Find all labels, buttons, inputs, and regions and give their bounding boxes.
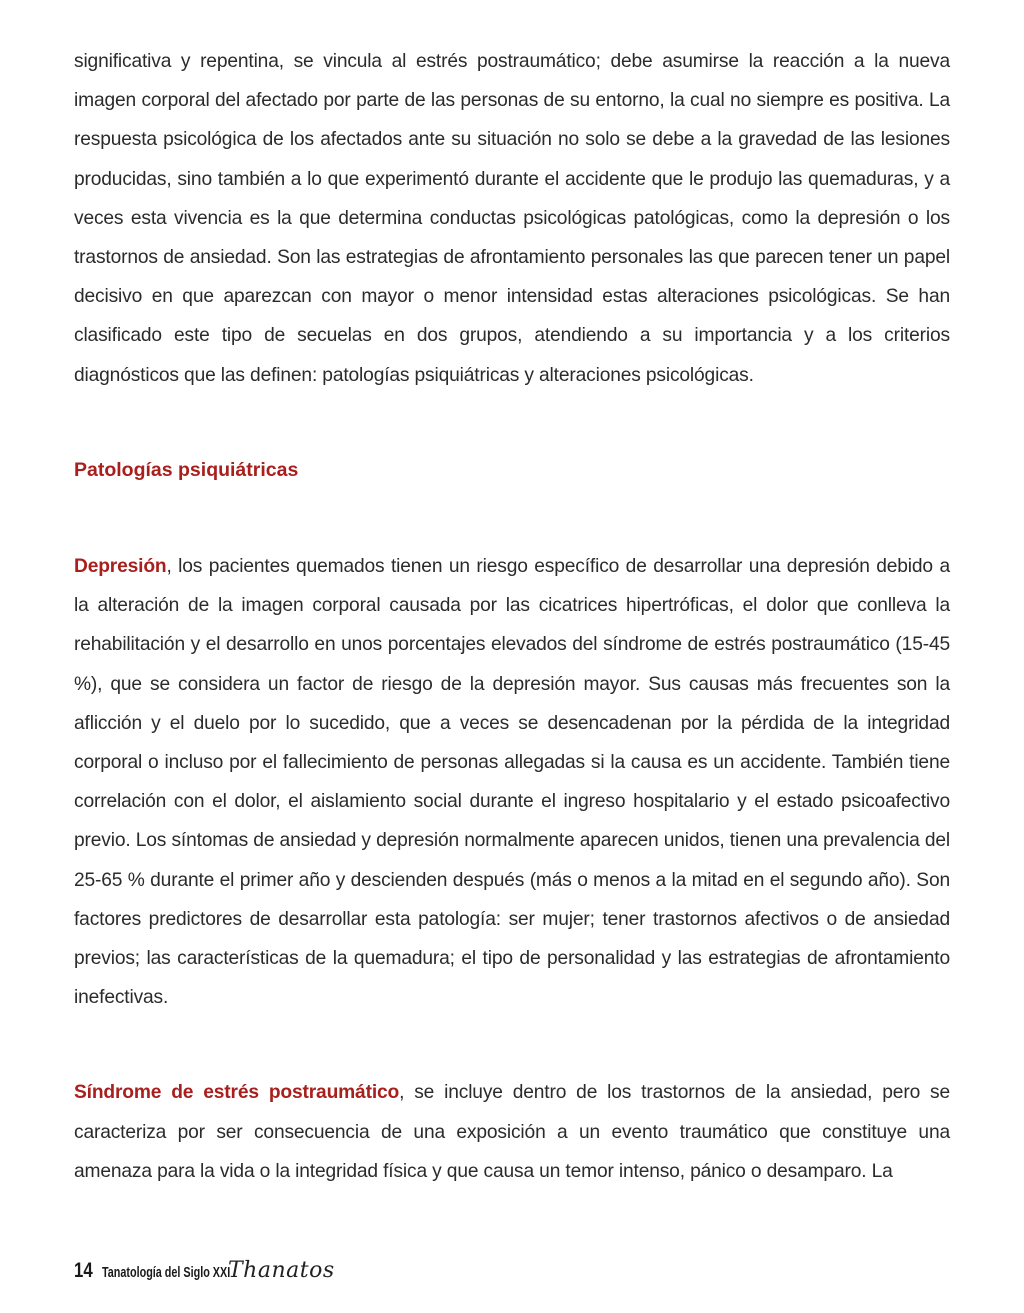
depression-paragraph (74, 547, 950, 1017)
depression-term: Depresión (74, 556, 167, 578)
depression-text: , los pacientes quemados tienen un riesgo específico de desarrollar una depresión debido a la alteración de la imagen corporal causada por las cicatrices hipertróficas, el dolor que conlleva la rehabilitación y el desarrollo en unos porcentajes elevados del síndrome de estrés postraumático (15-45 %), que se considera un factor de riesgo de la depresión mayor. Sus causas más frecuentes son la aflicción y el duelo por lo sucedido, que a veces se desencadenan por la pérdida de la integridad corporal o incluso por el fallecimiento de personas allegadas si la causa es un accidente. También tiene correlación con el dolor, el aislamiento social durante el ingreso hospitalario y el estado psicoafectivo previo. Los síntomas de ansiedad y depresión normalmente aparecen unidos, tienen una prevalencia del 25-65 % durante el primer año y descienden después (más o menos a la mitad en el segundo año). Son factores predictores de desarrollar esta patología: ser mujer; tener trastornos afectivos o de ansiedad previos; las características de la quemadura; el tipo de personalidad y las estrategias de afrontamiento inefectivas. (74, 556, 950, 1009)
page-content (74, 42, 950, 1191)
spacer (74, 490, 950, 547)
page-footer (74, 1258, 335, 1288)
ptsd-paragraph (74, 1073, 950, 1191)
ptsd-term: Síndrome de estrés postraumático (74, 1082, 400, 1104)
ptsd-text: , se incluye dentro de los trastornos de la ansiedad, pero se caracteriza por ser consecuencia de una exposición a un evento traumático que constituye una amenaza para la vida o la integridad física y que causa un temor intenso, pánico o desamparo. La (74, 1082, 950, 1182)
intro-paragraph: significativa y repentina, se vincula al estrés postraumático; debe asumirse la reacción a la nueva imagen corporal del afectado por parte de las personas de su entorno, la cual no siempre es positiva. La respuesta psicológica de los afectados ante su situación no solo se debe a la gravedad de las lesiones producidas, sino también a lo que experimentó durante el accidente que le produjo las quemaduras, y a veces esta vivencia es la que determina conductas psicológicas patológicas, como la depresión o los trastornos de ansiedad. Son las estrategias de afrontamiento personales las que parecen tener un papel decisivo en que aparezcan con mayor o menor intensidad estas alteraciones psicológicas. Se han clasificado este tipo de secuelas en dos grupos, atendiendo a su importancia y a los criterios diagnósticos que las definen: patologías psiquiátricas y alteraciones psicológicas. (74, 51, 950, 386)
thanatos-logo: Thanatos (228, 1258, 335, 1283)
spacer (74, 1017, 950, 1073)
page-number: 14 (74, 1259, 93, 1282)
spacer (74, 395, 950, 451)
publication-name: Tanatología del Siglo XXI (102, 1264, 231, 1281)
section-heading: Patologías psiquiátricas (74, 458, 299, 481)
